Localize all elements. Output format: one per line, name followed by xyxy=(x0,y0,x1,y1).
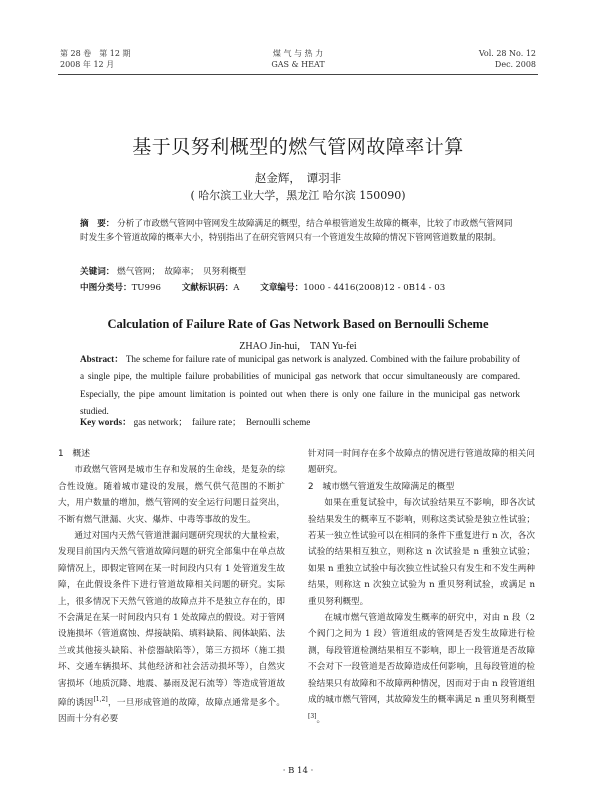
section-2-paragraph-2 xyxy=(308,610,535,728)
citation-1-2: [1,2] xyxy=(93,696,108,704)
section-2-paragraph-2-tail: 。 xyxy=(316,714,326,725)
abstract-cn-text: 分析了市政燃气管网中管网发生故障满足的概型，结合单根管道发生故障的概率，比较了市政燃气管网同时发生多个管道故障的概率大小，特别指出了在研究管网只有一个管道发生故障的情况下管网管道数量的限制。 xyxy=(80,219,513,243)
paper-title: 基于贝努利概型的燃气管网故障率计算 xyxy=(132,136,464,158)
article-number-label: 文章编号： xyxy=(260,283,304,293)
citation-3: [3] xyxy=(308,712,317,720)
article-number-value: 1000 - 4416(2008)12 - 0B14 - 03 xyxy=(303,283,446,293)
header-divider xyxy=(58,74,538,75)
doc-code-label: 文献标识码： xyxy=(181,283,234,293)
paper-authors: 赵金辉， 谭羽非 xyxy=(254,171,342,185)
abstract-en xyxy=(80,351,520,420)
section-1-paragraph-2-continued: 针对同一时间存在多个故障点的情况进行管道故障的相关问题研究。 xyxy=(308,449,535,476)
section-1-paragraph-2 xyxy=(58,528,285,728)
issue-date-en: Dec. 2008 xyxy=(494,60,536,69)
keywords-cn-text: 燃气管网； 故障率； 贝努利概型 xyxy=(117,267,247,277)
clc-label: 中图分类号： xyxy=(80,283,132,293)
abstract-en-text: The scheme for failure rate of municipal gas network is analyzed. Combined with the failure probability of a single pipe, the multiple failure probabilities of municipal gas network that occur simultaneously are compared. Especially, the pipe amount limitation is pointed out when there is only one failure in the municipal gas network studied. xyxy=(80,354,520,416)
keywords-cn xyxy=(80,265,520,279)
classification-row xyxy=(80,281,530,295)
keywords-en-text: gas network； failure rate； Bernoulli scheme xyxy=(133,417,311,427)
volume-issue-en: Vol. 28 No. 12 xyxy=(478,49,536,58)
keywords-en xyxy=(80,415,520,429)
doc-code-value: A xyxy=(233,283,240,293)
issue-date: 2008 年 12 月 xyxy=(60,60,115,69)
abstract-cn xyxy=(80,217,520,245)
body-left-column xyxy=(58,446,285,728)
paper-authors-en: ZHAO Jin-hui, TAN Yu-fei xyxy=(239,341,357,352)
paper-title-en: Calculation of Failure Rate of Gas Network Based on Bernoulli Scheme xyxy=(107,317,489,331)
section-1-heading: 1 概述 xyxy=(58,449,90,459)
section-1-paragraph-1: 市政燃气管网是城市生存和发展的生命线，是复杂的综合性设施。随着城市建设的发展，燃气供气范围的不断扩大，用户数量的增加，燃气管网的安全运行问题日益突出，不断有燃气泄漏、火灾、爆炸、中毒等事故的发生。 xyxy=(58,465,285,525)
clc-value: TU996 xyxy=(131,283,161,293)
keywords-cn-label: 关键词： xyxy=(80,267,115,277)
section-1-paragraph-2-text: 通过对国内天然气管道泄漏问题研究现状的大量检索，发现目前国内天然气管道故障问题的研究全部集中在单点故障情况上，即假定管网在某一时间段内只有 1 处管道发生故障，在此假设条件下进行管道故障相关问题的研究。实际上，很多情况下天然气管道的故障点并不是独立存在的，即不会满足在某一时间段内只有 1 处故障点的假设。对于管网设施损坏（管道腐蚀、焊接缺陷、填料缺陷、阀体缺陷、法兰或其他接头缺陷、补偿器缺陷等），第三方损坏（施工损坏、交通车辆损坏、其他经济和社会活动损坏等），自然灾害损坏（地质沉降、地震、暴雨及泥石流等）等造成管道故障的诱因 xyxy=(58,531,285,708)
journal-name-cn: 煤 气 与 热 力 xyxy=(272,49,324,58)
abstract-cn-label: 摘 要： xyxy=(80,219,115,229)
section-2-heading: 2 城市燃气管道发生故障满足的概型 xyxy=(308,481,455,492)
keywords-en-label: Key words： xyxy=(80,417,132,427)
journal-volume-info-en xyxy=(479,48,536,70)
section-1-paragraph-2-tail: ，一旦形成管道的故障，故障点通常是多个。因而十分有必要 xyxy=(58,697,285,725)
body-right-column xyxy=(308,446,535,728)
page-number: · B 14 · xyxy=(282,766,314,776)
author-affiliation: ( 哈尔滨工业大学，黑龙江 哈尔滨 150090) xyxy=(190,189,406,202)
journal-name-en: GAS & HEAT xyxy=(271,60,325,69)
volume-issue: 第 28 卷 第 12 期 xyxy=(60,49,131,58)
section-2-paragraph-2-text: 在城市燃气管道故障发生概率的研究中，对由 n 段（2 个阀门之间为 1 段）管道组成的管网是否发生故障进行检测，每段管道检测结果相互不影响，即上一段管道是否故障不会对下一段管道是否故障造成任何影响，且每段管道的检验结果只有故障和不故障两种情况，因而对于由 n 段管道组成的城市燃气管网，其故障发生的概率满足 n 重贝努利概型 xyxy=(308,613,535,706)
abstract-en-label: Abstract： xyxy=(80,354,124,364)
section-2-paragraph-1: 如果在重复试验中，每次试验结果互不影响，即各次试验结果发生的概率互不影响，则称这类试验是独立性试验；若某一独立性试验可以在相同的条件下重复进行 n 次，各次试验的结果相互独立，则称这 n 次试验是 n 重独立试验；如果 n 重独立试验中每次独立性试验只有发生和不发生两种结果，则称这 n 次独立试验为 n 重贝努利试验，或满足 n 重贝努利概型。 xyxy=(308,498,535,607)
